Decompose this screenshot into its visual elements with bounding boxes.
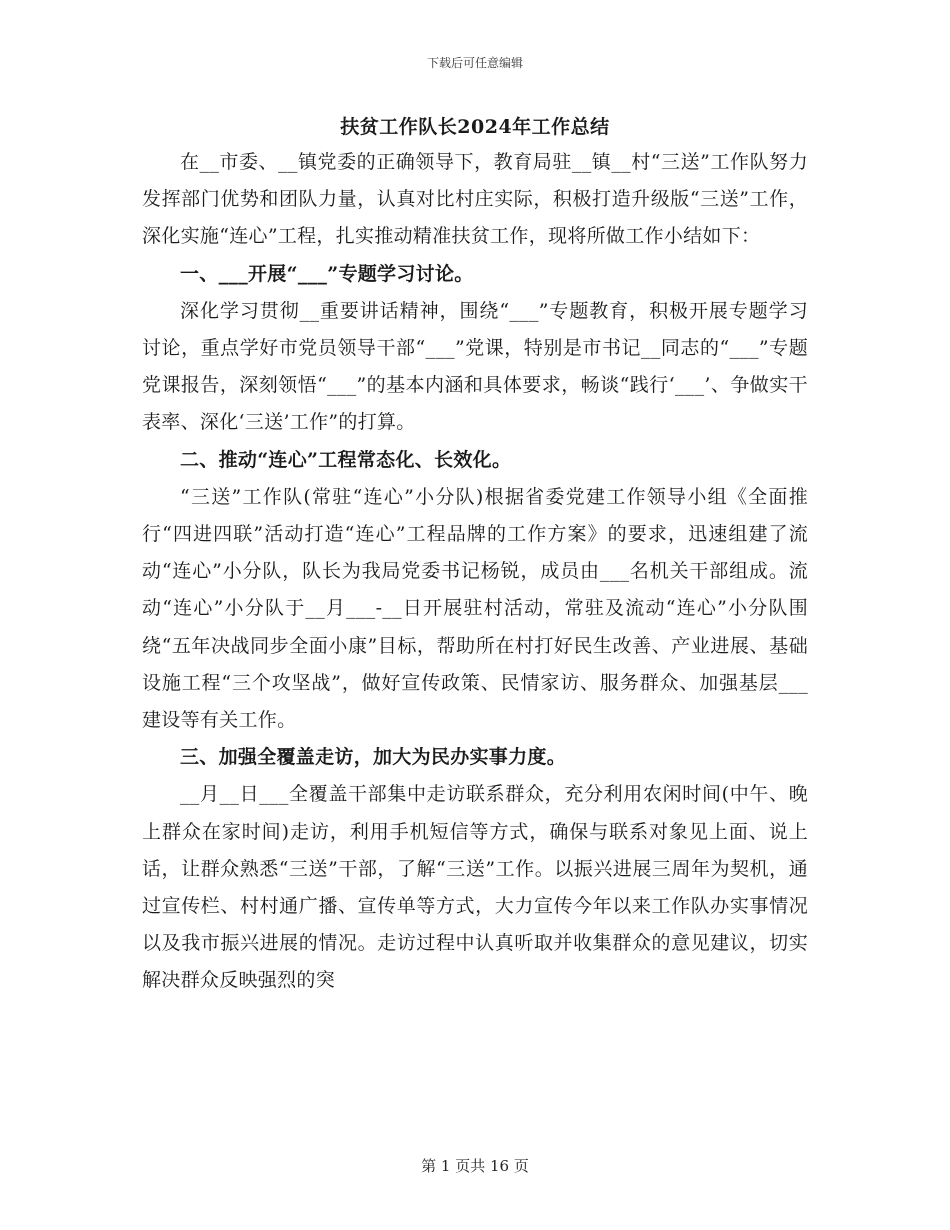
section-heading-1: 一、___开展“___”专题学习讨论。 bbox=[180, 262, 474, 285]
section-paragraph-3: __月__日___全覆盖干部集中走访联系群众，充分利用农闲时间(中午、晚上群众在家时间)走访，利用手机短信等方式，确保与联系对象见上面、说上话，让群众熟悉“三送”干部，了解“三送”工作。以振兴进展三周年为契机，通过宣传栏、村村通广播、宣传单等方式，大力宣传今年以来工作队办实事情况以及我市振兴进展的情况。走访过程中认真听取并收集群众的意见建议，切实解决群众反映强烈的突 bbox=[142, 783, 808, 992]
section-heading-3: 三、加强全覆盖走访，加大为民办实事力度。 bbox=[180, 746, 567, 769]
page-number: 第 1 页共 16 页 bbox=[421, 1157, 529, 1175]
section-paragraph-2: “三送”工作队(常驻“连心”小分队)根据省委党建工作领导小组《全面推行“四进四联”活动打造“连心”工程品牌的工作方案》的要求，迅速组建了流动“连心”小分队，队长为我局党委书记杨锐，成员由___名机关干部组成。流动“连心”小分队于__月___-__日开展驻村活动，常驻及流动“连心”小分队围绕“五年决战同步全面小康”目标，帮助所在村打好民生改善、产业进展、基础设施工程“三个攻坚战”，做好宣传政策、民情家访、服务群众、加强基层___建设等有关工作。 bbox=[142, 485, 808, 732]
section-heading-2: 二、推动“连心”工程常态化、长效化。 bbox=[180, 448, 512, 471]
intro-paragraph: 在__市委、__镇党委的正确领导下，教育局驻__镇__村“三送”工作队努力发挥部门优势和团队力量，认真对比村庄实际，积极打造升级版“三送”工作，深化实施“连心”工程，扎实推动精准扶贫工作，现将所做工作小结如下： bbox=[142, 151, 808, 248]
section-paragraph-1: 深化学习贯彻__重要讲话精神，围绕“___”专题教育，积极开展专题学习讨论，重点学好市党员领导干部“___”党课，特别是市书记__同志的“___”专题党课报告，深刻领悟“___”的基本内涵和具体要求，畅谈“践行‘___’、争做实干表率、深化‘三送’工作”的打算。 bbox=[142, 299, 808, 434]
document-title: 扶贫工作队长2024年工作总结 bbox=[340, 116, 610, 138]
page-header-note: 下载后可任意编辑 bbox=[426, 56, 523, 70]
document-body bbox=[142, 110, 808, 1000]
